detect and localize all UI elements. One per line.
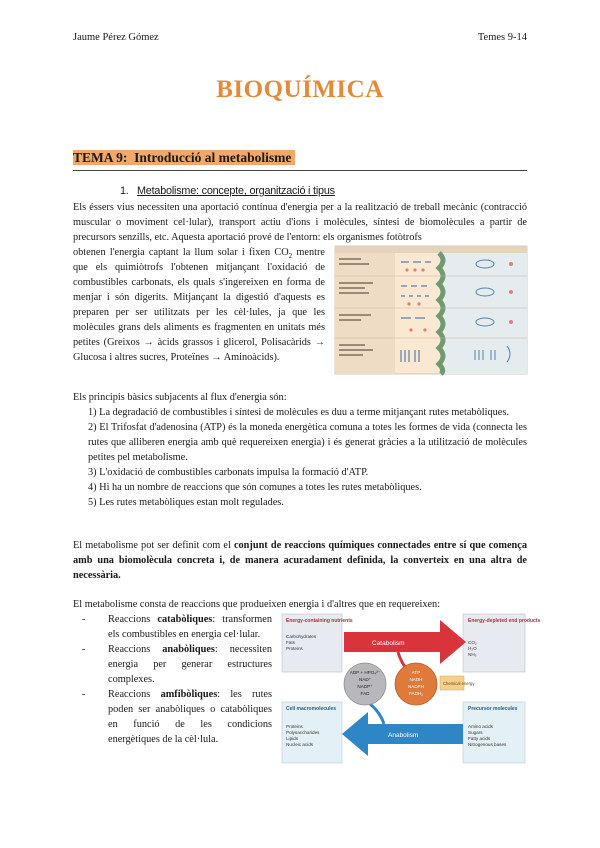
catabolism-label: Catabolism — [372, 640, 405, 647]
precursor-label: Fatty acids — [468, 736, 491, 741]
digestion-diagram-cell — [445, 253, 527, 374]
metabolism-diagram — [280, 612, 541, 765]
definition-paragraph — [73, 538, 527, 583]
topic-highlight — [73, 150, 295, 165]
cell-label: Polysaccharides — [286, 730, 320, 735]
chemical-energy-label: Chemical energy — [443, 681, 475, 686]
cell-title: Cell macromolecules — [286, 706, 337, 712]
anabolism-branch — [370, 704, 384, 724]
page-title: BIOQUÍMICA — [216, 76, 384, 103]
atp-label: ATP — [411, 670, 421, 675]
nutrient-label: Proteins — [286, 646, 303, 651]
principle-item: 4) Hi ha un nombre de reaccions que són comunes a totes les rutes metabòliques. — [88, 482, 422, 493]
types-list — [82, 612, 272, 747]
catabolism-arrow — [344, 620, 466, 664]
nutrient-label: Fats — [286, 640, 295, 645]
topic-heading — [73, 148, 527, 171]
cell-label: Nucleic acids — [286, 742, 314, 747]
principle-item: 1) La degradació de combustibles i síntesi de molècules es duu a terme mitjançant rutes metabòliques. — [88, 407, 509, 418]
section-heading — [120, 184, 335, 199]
section-number: 1. — [120, 185, 129, 197]
intro-paragraph-wrap — [73, 245, 325, 365]
precursor-label: Amino acids — [468, 724, 494, 729]
header-author: Jaume Pérez Gómez — [73, 32, 159, 43]
nutrient-label: Carbohydrates — [286, 634, 317, 639]
definition-pre: El metabolisme pot ser definit com el — [73, 540, 234, 551]
atp-label: NADPH — [407, 684, 425, 689]
adp-label: NADP⁺ — [357, 684, 373, 689]
depleted-label: H₂O — [468, 646, 477, 651]
cell-label: Proteins — [286, 724, 303, 729]
precursor-label: Nitrogenous bases — [468, 742, 507, 747]
depleted-title: Energy-depleted end products — [468, 618, 541, 624]
type-item-anabolic: - Reaccions anabòliques: necessiten energia per generar estructures complexes. — [82, 644, 273, 685]
definition-bold: conjunt de reaccions químiques connectades entre sí que comença amb una biomolècula concreta i, de manera acuradament definida, la converteix en una altra de necessària. — [73, 540, 527, 581]
nutrients-title: Energy-containing nutrients — [286, 618, 353, 624]
precursor-title: Precursor molecules — [468, 706, 518, 712]
section-title: Metabolisme: concepte, organització i tipus — [137, 185, 335, 197]
principles-intro: Els principis bàsics subjacents al flux d'energia són: — [73, 392, 287, 403]
principle-item: 3) L'oxidació de combustibles carbonats impulsa la formació d'ATP. — [88, 467, 369, 478]
adp-label: FAD — [360, 691, 370, 696]
atp-label: NADH — [409, 677, 423, 682]
digestion-diagram — [335, 246, 527, 374]
anabolism-label: Anabolism — [388, 732, 419, 739]
header-topics: Temes 9-14 — [477, 32, 527, 43]
depleted-label: CO₂ — [468, 640, 477, 645]
intro-wrap-b: mentre que els quimiòtrofs l'obtenen mitjançant l'oxidació de combustibles carbonats, els quals s'ingereixen en forma de menjar i són digerits. Mitjançant la digestió d'aquests es preparen per ser utilitzats per les cèl·lules, ja que les molècules grans dels aliments es fragmenten en unitats més petites (Greixos → àcids grassos i glicerol, Polisacàrids → Glucosa i altres sucres, Proteïnes → Aminoàcids). — [73, 247, 325, 363]
depleted-label: NH₃ — [468, 652, 477, 657]
type-item-amphibolic: - Reaccions amfibòliques: les rutes poden ser anabòliques o catabòliques en funció de les condicions energètiques de la cèl·lula. — [82, 689, 273, 745]
cell-label: Lipids — [286, 736, 299, 741]
principle-item: 5) Les rutes metabòliques estan molt regulades. — [88, 497, 284, 508]
intro-wrap-sub: 2 — [288, 252, 293, 261]
adp-label: NAD⁺ — [358, 677, 372, 682]
principle-item: 2) El Trifosfat d'adenosina (ATP) és la moneda energètica comuna a totes les formes de vida (connecta les rutes que alliberen energia amb què requereixen energia) i és generat gràcies a la utilització de molècules petites pel metabolisme. — [88, 422, 527, 463]
intro-wrap-a: obtenen l'energia captant la llum solar i fixen CO — [73, 247, 289, 258]
digestion-diagram-topbar — [335, 246, 527, 253]
type-item-catabolic: - Reaccions catabòliques: transformen els combustibles en energia cel·lular. — [82, 614, 273, 640]
principles-list — [73, 405, 527, 510]
topic-label: TEMA 9: — [73, 150, 128, 165]
atp-label: FADH₂ — [408, 691, 424, 696]
precursor-label: Sugars — [468, 730, 483, 735]
types-intro: El metabolisme consta de reaccions que produeixen energia i d'altres que en requereixen: — [73, 599, 441, 610]
intro-paragraph: Els éssers vius necessiten una aportació contínua d'energia per a la realització de treball mecànic (contracció muscular o moviment cel·lular), transport actiu d'ions i molècules, síntesi de biomolècules a partir de precursors senzills, etc. Aquesta aportació prové de l'entorn: els organismes fotòtrofs — [73, 202, 527, 243]
topic-name: Introducció al metabolisme — [134, 150, 292, 165]
adp-label: ADP + HPO₄²⁻ — [349, 670, 381, 675]
